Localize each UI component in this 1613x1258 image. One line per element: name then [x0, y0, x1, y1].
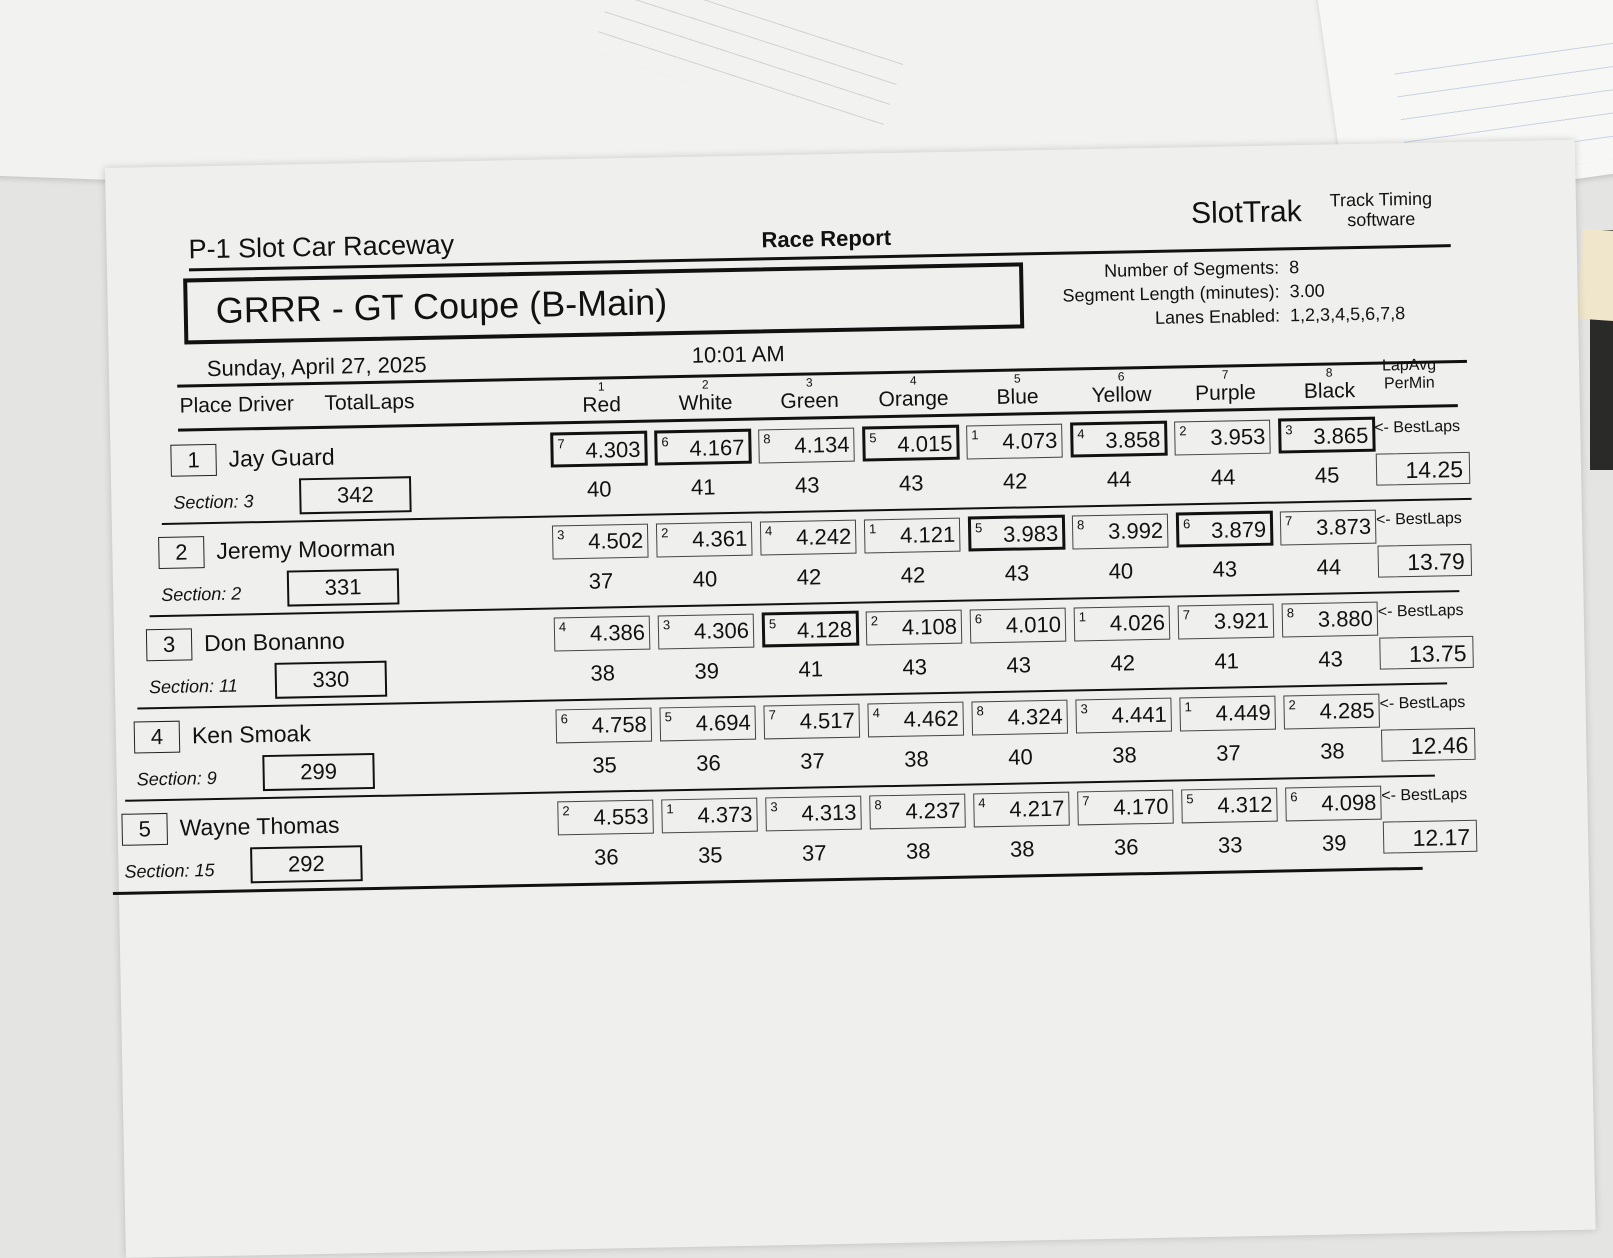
lane-lap-count: 42: [900, 562, 926, 588]
best-lap-time: 3.953: [1210, 423, 1266, 450]
lane-name: Black: [1303, 379, 1356, 404]
best-lap-time: 3.873: [1315, 513, 1372, 540]
lane-lap-count: 43: [902, 654, 928, 680]
column-header-place-driver: Place Driver: [179, 392, 295, 418]
lane-finish-position: 1: [971, 427, 979, 443]
lane-lap-count: 36: [696, 750, 722, 776]
best-lap-time: 4.462: [903, 705, 959, 732]
lane-lap-count: 36: [1113, 834, 1139, 860]
total-laps: 292: [250, 845, 363, 883]
best-lap-cell: [1280, 510, 1377, 546]
driver-name: Wayne Thomas: [179, 811, 340, 841]
lane-finish-position: 4: [872, 705, 880, 721]
lane-lap-count: 44: [1106, 466, 1132, 492]
lane-number: 3: [805, 375, 813, 390]
best-lap-time: 3.858: [1105, 426, 1161, 453]
lap-avg-per-min: 13.79: [1377, 544, 1472, 578]
lane-finish-position: 1: [868, 521, 877, 537]
lane-finish-position: 3: [1080, 701, 1088, 717]
lane-lap-count: 43: [1212, 556, 1238, 582]
best-lap-time: 4.242: [795, 523, 852, 550]
lane-number: 1: [597, 379, 605, 394]
best-lap-cell: [762, 611, 860, 648]
best-lap-time: 4.306: [693, 617, 750, 644]
lap-avg-per-min: 12.46: [1381, 728, 1476, 762]
bestlaps-label: <- BestLaps: [1375, 510, 1462, 529]
lap-avg-label-2: PerMin: [1383, 374, 1435, 393]
lane-finish-position: 6: [560, 711, 569, 727]
best-lap-cell: [1283, 694, 1380, 730]
lane-lap-count: 37: [588, 568, 614, 594]
best-lap-time: 4.361: [691, 525, 748, 552]
lane-header-orange: [863, 374, 964, 413]
best-lap-cell: [1070, 421, 1168, 458]
lane-lap-count: 38: [1111, 742, 1137, 768]
best-lap-cell: [758, 428, 855, 464]
total-laps: 331: [287, 568, 400, 606]
lane-lap-count: 38: [904, 746, 929, 772]
best-lap-time: 4.217: [1009, 795, 1065, 822]
lane-name: Orange: [878, 386, 949, 412]
lane-finish-position: 5: [974, 520, 983, 536]
lane-finish-position: 4: [764, 523, 773, 539]
lane-lap-count: 44: [1210, 464, 1236, 490]
best-lap-time: 4.167: [689, 434, 745, 461]
event-title-box: [183, 262, 1024, 344]
best-lap-time: 4.312: [1217, 791, 1273, 818]
best-lap-cell: [864, 518, 961, 554]
lane-finish-position: 5: [1186, 791, 1194, 807]
lane-finish-position: 2: [870, 613, 879, 629]
lane-finish-position: 4: [558, 619, 567, 635]
lane-finish-position: 2: [562, 803, 570, 819]
lane-header-green: [759, 376, 860, 415]
best-lap-cell: [966, 424, 1063, 460]
lane-finish-position: 5: [664, 709, 673, 725]
best-lap-time: 4.108: [901, 613, 958, 640]
best-lap-time: 4.441: [1111, 701, 1167, 728]
lane-lap-count: 44: [1316, 554, 1342, 580]
lap-avg-per-min: 12.17: [1383, 820, 1478, 854]
lane-lap-count: 38: [590, 660, 616, 686]
settings-value: 1,2,3,4,5,6,7,8: [1289, 303, 1406, 326]
section-label: Section: 3: [173, 491, 254, 513]
lane-lap-count: 40: [692, 566, 718, 592]
settings-value: 3.00: [1289, 280, 1325, 302]
lane-lap-count: 38: [1009, 836, 1035, 862]
best-lap-cell: [1174, 420, 1271, 456]
lane-finish-position: 8: [874, 797, 882, 813]
lane-lap-count: 42: [796, 564, 822, 590]
software-caption-line-2: software: [1347, 208, 1416, 231]
best-lap-cell: [763, 704, 860, 740]
lane-lap-count: 41: [798, 656, 824, 682]
lane-lap-count: 33: [1217, 832, 1243, 858]
lane-lap-count: 36: [593, 844, 619, 870]
lane-lap-count: 43: [1006, 652, 1032, 678]
best-lap-cell: [765, 796, 862, 832]
best-lap-cell: [557, 800, 654, 836]
best-lap-cell: [1178, 604, 1275, 640]
lane-number: 6: [1117, 369, 1125, 384]
lane-finish-position: 1: [666, 801, 674, 817]
race-settings: [1027, 253, 1405, 332]
lap-avg-per-min: 14.25: [1376, 452, 1471, 486]
column-header-total-laps: TotalLaps: [324, 390, 415, 415]
bestlaps-label: <- BestLaps: [1374, 418, 1461, 437]
best-lap-time: 3.879: [1210, 516, 1267, 543]
settings-label: Lanes Enabled:: [1154, 305, 1281, 328]
lap-avg-label-1: LapAvg: [1381, 356, 1437, 375]
lane-finish-position: 6: [1182, 516, 1191, 532]
bestlaps-label: <- BestLaps: [1379, 693, 1466, 713]
lane-lap-count: 37: [800, 748, 825, 774]
total-laps: 299: [262, 753, 375, 791]
event-title: GRRR - GT Coupe (B-Main): [215, 281, 668, 331]
lane-lap-count: 43: [1004, 560, 1030, 586]
software-caption-line-1: Track Timing: [1329, 188, 1433, 211]
lane-finish-position: 7: [557, 436, 565, 452]
lane-finish-position: 3: [1285, 422, 1293, 438]
background-note: [1577, 229, 1613, 322]
lane-name: Purple: [1194, 380, 1257, 406]
lane-lap-count: 35: [697, 842, 723, 868]
best-lap-cell: [550, 431, 648, 468]
best-lap-time: 4.502: [587, 527, 644, 554]
lane-finish-position: 2: [660, 525, 669, 541]
lane-name: Yellow: [1091, 382, 1152, 408]
lane-lap-count: 41: [690, 474, 716, 500]
lane-finish-position: 7: [1284, 513, 1293, 529]
software-name: SlotTrak: [1190, 195, 1302, 231]
lane-finish-position: 5: [869, 430, 877, 446]
lane-lap-count: 42: [1110, 650, 1136, 676]
race-report-sheet: [105, 140, 1596, 1258]
lane-lap-count: 35: [592, 752, 618, 778]
lane-number: 7: [1221, 367, 1229, 382]
event-time: 10:01 AM: [691, 340, 785, 368]
best-lap-time: 4.073: [1002, 427, 1058, 454]
best-lap-time: 4.517: [799, 707, 855, 734]
best-lap-cell: [1074, 606, 1171, 642]
settings-value: 8: [1288, 257, 1300, 278]
lane-finish-position: 3: [662, 617, 671, 633]
best-lap-cell: [1181, 788, 1278, 824]
best-lap-cell: [554, 616, 651, 652]
lane-header-purple: [1175, 368, 1276, 407]
lane-finish-position: 8: [763, 431, 771, 447]
lane-finish-position: 3: [770, 799, 778, 815]
lane-number: 5: [1013, 371, 1021, 386]
lane-finish-position: 1: [1184, 699, 1192, 715]
best-lap-time: 4.553: [593, 803, 649, 830]
lane-lap-count: 38: [1319, 738, 1345, 764]
best-lap-time: 4.303: [585, 436, 641, 463]
place-number: 3: [146, 628, 193, 661]
best-lap-time: 4.386: [589, 619, 646, 646]
best-lap-time: 3.865: [1313, 422, 1369, 449]
best-lap-cell: [862, 425, 960, 462]
best-lap-cell: [656, 522, 753, 558]
lane-name: Red: [582, 393, 622, 417]
driver-name: Jeremy Moorman: [216, 534, 396, 564]
lane-name: White: [678, 390, 733, 416]
lane-lap-count: 40: [1007, 744, 1033, 770]
best-lap-time: 4.134: [794, 431, 850, 458]
total-laps: 342: [299, 476, 412, 514]
driver-name: Ken Smoak: [191, 720, 312, 749]
section-label: Section: 15: [124, 860, 215, 882]
best-lap-time: 4.758: [591, 711, 648, 738]
best-lap-time: 4.170: [1113, 793, 1169, 820]
best-lap-cell: [555, 708, 652, 744]
bestlaps-label: <- BestLaps: [1381, 785, 1468, 805]
best-lap-time: 3.992: [1107, 517, 1164, 544]
lane-finish-position: 7: [1182, 607, 1191, 623]
lane-lap-count: 41: [1214, 648, 1240, 674]
best-lap-cell: [659, 706, 756, 742]
lane-finish-position: 6: [974, 611, 983, 627]
best-lap-cell: [1176, 511, 1274, 548]
best-lap-time: 4.285: [1319, 697, 1375, 724]
bestlaps-label: <- BestLaps: [1377, 602, 1464, 621]
lane-lap-count: 37: [801, 840, 827, 866]
lane-finish-position: 4: [978, 795, 986, 811]
settings-label: Segment Length (minutes):: [1062, 281, 1280, 306]
best-lap-cell: [1077, 790, 1174, 826]
best-lap-time: 3.921: [1213, 607, 1270, 634]
best-lap-time: 4.324: [1007, 703, 1063, 730]
lane-lap-count: 43: [898, 470, 924, 496]
best-lap-cell: [1285, 786, 1382, 822]
lane-number: 4: [909, 373, 917, 388]
lane-name: Green: [780, 388, 840, 414]
lane-finish-position: 6: [661, 434, 669, 450]
lane-finish-position: 7: [1082, 793, 1090, 809]
best-lap-time: 4.026: [1109, 609, 1166, 636]
lane-lap-count: 39: [694, 658, 720, 684]
place-number: 5: [121, 813, 168, 846]
best-lap-cell: [971, 700, 1068, 736]
best-lap-time: 4.128: [796, 616, 853, 643]
lane-lap-count: 40: [1108, 558, 1134, 584]
lane-header-blue: [967, 372, 1068, 411]
software-caption: [1316, 188, 1447, 230]
lane-name: Blue: [996, 385, 1039, 409]
best-lap-time: 3.983: [1002, 520, 1059, 547]
best-lap-cell: [869, 794, 966, 830]
lane-finish-position: 8: [1076, 517, 1085, 533]
lane-lap-count: 43: [794, 472, 820, 498]
settings-label: Number of Segments:: [1103, 257, 1280, 281]
lane-finish-position: 8: [976, 703, 984, 719]
place-number: 2: [158, 536, 205, 569]
lane-lap-count: 39: [1321, 830, 1347, 856]
lane-finish-position: 4: [1077, 426, 1085, 442]
best-lap-cell: [1072, 514, 1169, 550]
best-lap-cell: [654, 429, 752, 466]
lane-lap-count: 43: [1318, 646, 1344, 672]
lane-header-yellow: [1071, 370, 1172, 409]
lane-lap-count: 40: [586, 476, 612, 502]
lane-finish-position: 3: [556, 527, 565, 543]
lane-lap-count: 37: [1215, 740, 1241, 766]
best-lap-time: 4.694: [695, 709, 751, 736]
best-lap-cell: [552, 524, 649, 560]
section-label: Section: 9: [136, 767, 217, 790]
lane-finish-position: 7: [768, 707, 776, 723]
driver-name: Don Bonanno: [203, 627, 346, 657]
best-lap-cell: [968, 515, 1066, 552]
best-lap-time: 4.313: [801, 799, 857, 826]
lane-finish-position: 8: [1286, 605, 1295, 621]
lane-number: 2: [701, 377, 709, 392]
best-lap-time: 4.373: [697, 801, 753, 828]
best-lap-time: 4.015: [897, 430, 953, 457]
section-label: Section: 11: [148, 675, 238, 698]
best-lap-time: 3.880: [1317, 605, 1374, 632]
best-lap-cell: [973, 792, 1070, 828]
lap-avg-per-min: 13.75: [1379, 636, 1474, 670]
report-title: Race Report: [761, 224, 892, 253]
lane-finish-position: 1: [1078, 609, 1087, 625]
lane-finish-position: 2: [1179, 423, 1187, 439]
lane-finish-position: 2: [1288, 697, 1296, 713]
lane-lap-count: 42: [1002, 468, 1028, 494]
lane-header-red: [551, 380, 652, 419]
best-lap-cell: [658, 614, 755, 650]
best-lap-cell: [970, 608, 1067, 644]
best-lap-cell: [867, 702, 964, 738]
place-number: 1: [170, 444, 217, 477]
section-label: Section: 2: [161, 583, 242, 605]
total-laps: 330: [275, 661, 388, 699]
best-lap-cell: [866, 610, 963, 646]
lane-finish-position: 6: [1290, 789, 1298, 805]
lane-lap-count: 38: [905, 838, 931, 864]
driver-name: Jay Guard: [228, 443, 335, 472]
place-number: 4: [134, 721, 181, 754]
column-header-lap-avg: [1364, 356, 1455, 394]
lane-number: 8: [1325, 365, 1333, 380]
best-lap-cell: [1075, 698, 1172, 734]
best-lap-cell: [760, 520, 857, 556]
best-lap-time: 4.010: [1005, 611, 1062, 638]
lane-header-white: [655, 378, 756, 417]
lane-finish-position: 5: [768, 616, 777, 632]
best-lap-cell: [661, 798, 758, 834]
venue-name: P-1 Slot Car Raceway: [188, 229, 455, 265]
best-lap-time: 4.098: [1321, 789, 1377, 816]
event-date: Sunday, April 27, 2025: [206, 351, 427, 382]
best-lap-cell: [1278, 417, 1376, 454]
best-lap-time: 4.121: [899, 521, 956, 548]
best-lap-time: 4.237: [905, 797, 961, 824]
best-lap-cell: [1179, 696, 1276, 732]
best-lap-time: 4.449: [1215, 699, 1271, 726]
lane-lap-count: 45: [1314, 462, 1340, 488]
best-lap-cell: [1282, 602, 1379, 638]
